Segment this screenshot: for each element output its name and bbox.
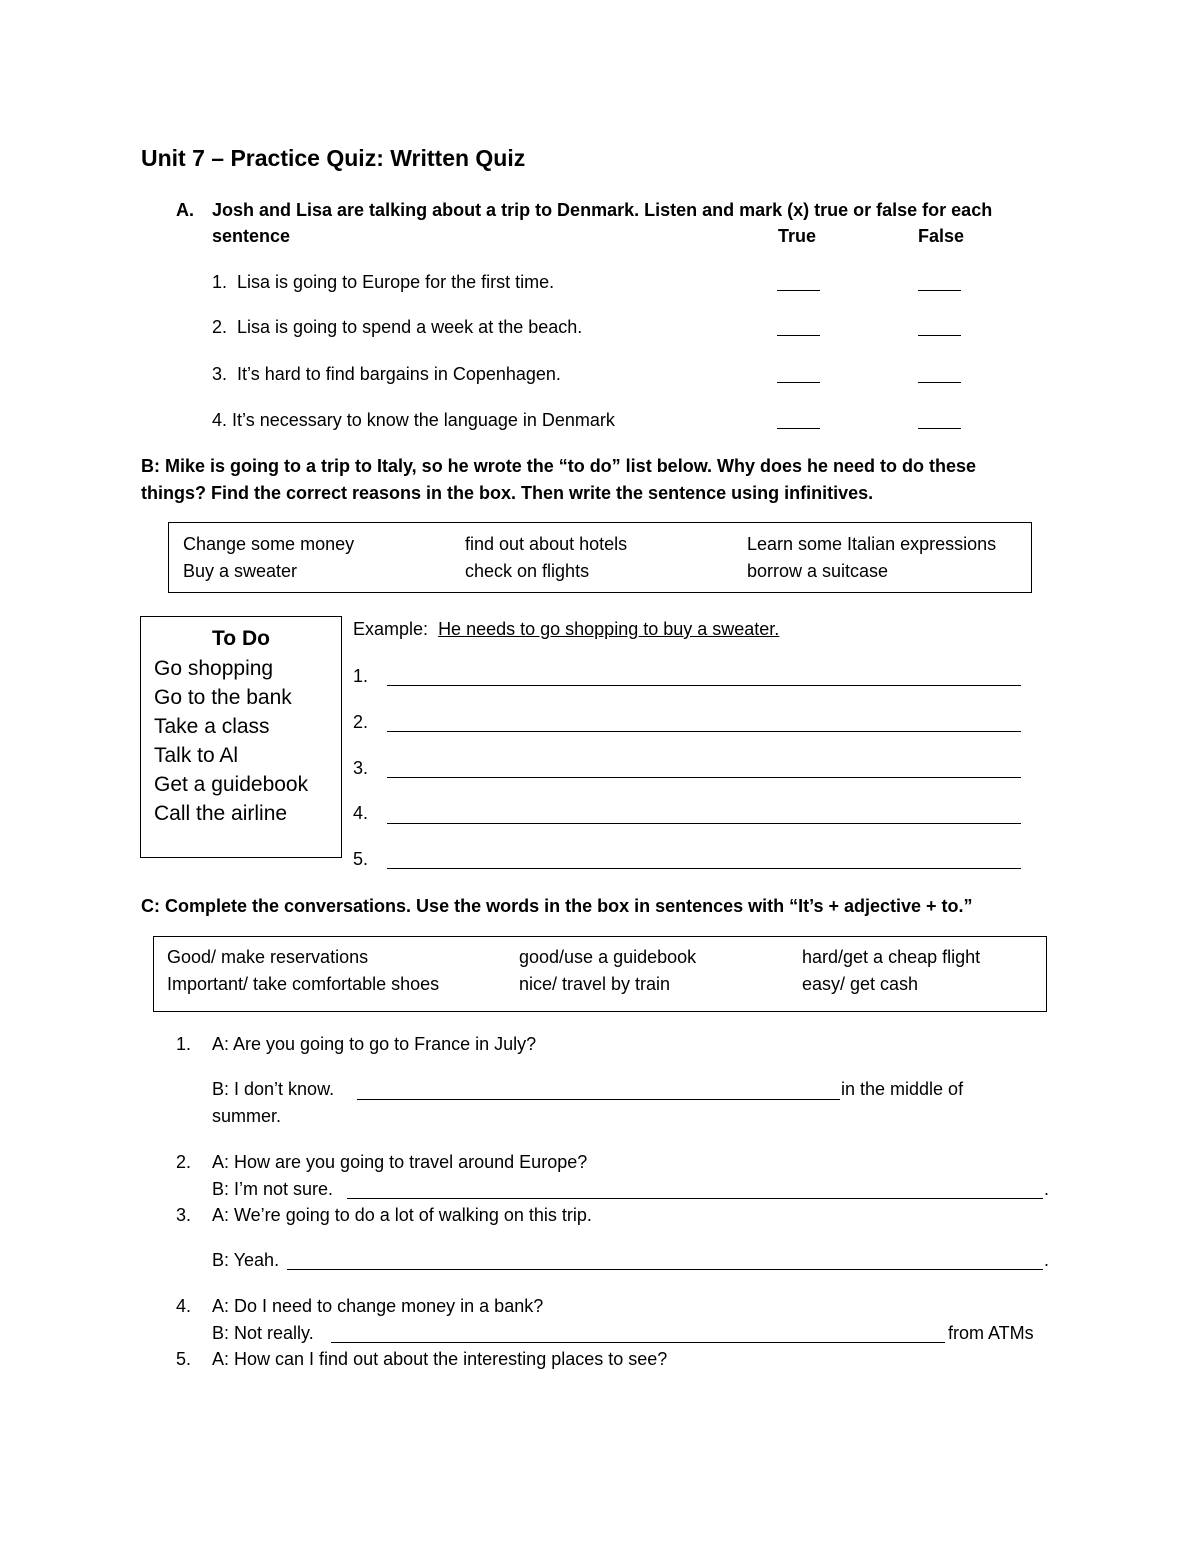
true-answer-blank[interactable] [777,365,820,383]
answer-line[interactable] [387,758,1021,778]
speaker-a-line: A: How can I find out about the interesting places to see? [212,1349,668,1369]
true-answer-blank[interactable] [777,411,820,429]
speaker-b-continuation: summer. [212,1106,282,1126]
statement-text: Lisa is going to spend a week at the beach. [237,317,583,337]
todo-item: Take a class [154,715,270,738]
todo-item: Get a guidebook [154,773,309,796]
adjective-phrase: Important/ take comfortable shoes [167,974,440,994]
answer-number: 5. [353,849,369,869]
reason-item: Learn some Italian expressions [747,534,997,554]
speaker-b-prefix: B: I don’t know. [212,1079,335,1099]
answer-number: 4. [353,803,369,823]
todo-list-box [140,616,342,858]
false-answer-blank[interactable] [918,411,961,429]
reason-item: Buy a sweater [183,561,298,581]
answer-line[interactable] [387,803,1021,824]
answer-line[interactable] [387,712,1021,732]
conversation-number: 5. [176,1349,192,1369]
section-c-instruction: C: Complete the conversations. Use the words in the box in sentences with “It’s + adjective + to.” [141,896,973,916]
section-a-marker: A. [176,200,194,220]
speaker-b-prefix: B: Not really. [212,1323,314,1343]
answer-line[interactable] [357,1081,840,1100]
todo-title: To Do [212,627,270,650]
speaker-a-line: A: Do I need to change money in a bank? [212,1296,544,1316]
true-false-statement [212,410,615,431]
true-false-statement [212,272,554,293]
item-number: 4. [212,410,228,430]
conversation-number: 3. [176,1205,192,1225]
false-answer-blank[interactable] [918,365,961,383]
example-sentence: He needs to go shopping to buy a sweater. [438,619,780,639]
statement-text: Lisa is going to Europe for the first time. [237,272,555,292]
speaker-b-suffix: . [1044,1179,1050,1199]
page-title: Unit 7 – Practice Quiz: Written Quiz [141,145,526,171]
answer-line[interactable] [347,1180,1043,1199]
section-b-instruction-line2: things? Find the correct reasons in the box. Then write the sentence using infinitives. [141,483,874,503]
section-a-instruction-line1: Josh and Lisa are talking about a trip to Denmark. Listen and mark (x) true or false for each [212,200,993,220]
answer-number: 2. [353,712,369,732]
statement-text: It’s necessary to know the language in Denmark [232,410,615,430]
answer-line[interactable] [331,1324,945,1343]
answer-line[interactable] [387,849,1021,869]
speaker-a-line: A: We’re going to do a lot of walking on this trip. [212,1205,592,1225]
true-answer-blank[interactable] [777,318,820,336]
true-answer-blank[interactable] [777,273,820,291]
reason-item: Change some money [183,534,355,554]
todo-item: Go to the bank [154,686,292,709]
column-false-header: False [918,226,965,246]
adjective-phrase: hard/get a cheap flight [802,947,981,967]
speaker-a-line: A: How are you going to travel around Europe? [212,1152,588,1172]
item-number: 3. [212,364,228,384]
adjective-phrase: easy/ get cash [802,974,919,994]
conversation-number: 4. [176,1296,192,1316]
item-number: 2. [212,317,228,337]
todo-item: Talk to Al [154,744,239,767]
section-a-instruction-line2: sentence [212,226,291,246]
speaker-b-suffix: from ATMs [948,1323,1034,1343]
todo-item: Call the airline [154,802,288,825]
statement-text: It’s hard to find bargains in Copenhagen. [237,364,561,384]
reasons-box [168,522,1032,593]
answer-line[interactable] [287,1251,1043,1270]
adjective-phrase: good/use a guidebook [519,947,697,967]
speaker-b-prefix: B: I’m not sure. [212,1179,334,1199]
speaker-a-line: A: Are you going to go to France in July? [212,1034,537,1054]
column-true-header: True [778,226,817,246]
true-false-statement [212,364,561,385]
adjective-phrase: Good/ make reservations [167,947,369,967]
conversation-number: 2. [176,1152,192,1172]
example-line [353,619,779,640]
true-false-statement [212,317,582,338]
speaker-b-suffix: . [1044,1250,1050,1270]
adjective-box [153,936,1047,1012]
reason-item: check on flights [465,561,590,581]
false-answer-blank[interactable] [918,273,961,291]
reason-item: borrow a suitcase [747,561,889,581]
answer-number: 3. [353,758,369,778]
answer-number: 1. [353,666,369,686]
speaker-b-suffix: in the middle of [841,1079,964,1099]
answer-line[interactable] [387,666,1021,686]
reason-item: find out about hotels [465,534,628,554]
false-answer-blank[interactable] [918,318,961,336]
section-b-instruction-line1: B: Mike is going to a trip to Italy, so he wrote the “to do” list below. Why does he need to do these [141,456,977,476]
adjective-phrase: nice/ travel by train [519,974,671,994]
speaker-b-prefix: B: Yeah. [212,1250,280,1270]
item-number: 1. [212,272,228,292]
conversation-number: 1. [176,1034,192,1054]
todo-items [154,654,308,828]
example-label: Example: [353,619,429,639]
todo-item: Go shopping [154,657,274,680]
